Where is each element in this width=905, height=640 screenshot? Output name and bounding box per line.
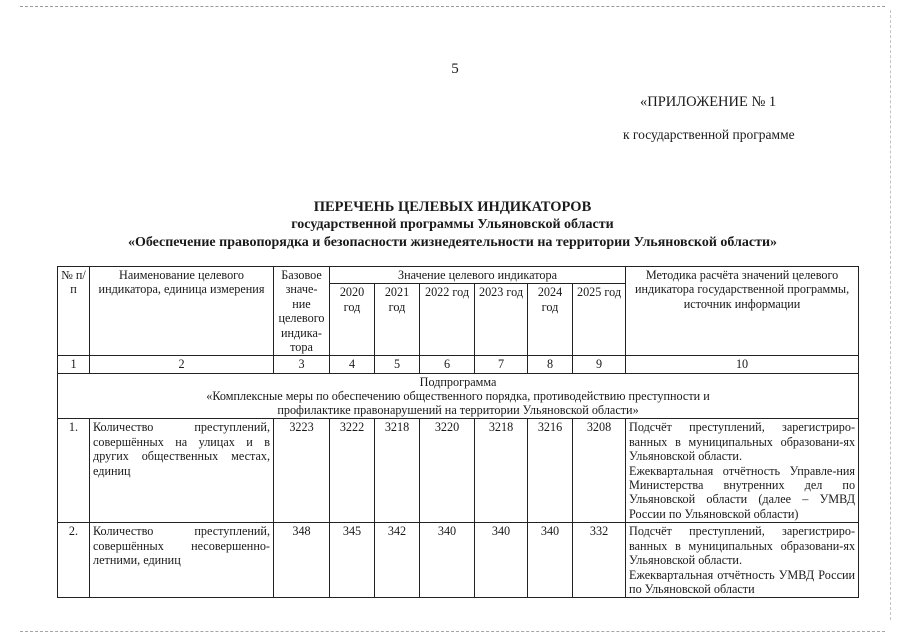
column-number: 1 — [58, 356, 90, 373]
header-year: 2021 год — [375, 284, 420, 356]
subprogram-name: «Комплексные меры по обеспечению общественного порядка, противодействию преступности и профилактике правонарушений на территории Ульяновской области» — [206, 389, 710, 418]
row-value: 3218 — [475, 419, 528, 523]
method-paragraph: Ежеквартальная отчётность УМВД России по Ульяновской области — [629, 567, 856, 596]
row-value: 3216 — [528, 419, 573, 523]
header-year: 2024 год — [528, 284, 573, 356]
method-paragraph: Ежеквартальная отчётность Управле-ния Министерства внутренних дел по Ульяновской области (далее – УМВД России по Ульяновской области) — [629, 463, 856, 521]
row-num: 1. — [58, 419, 90, 523]
row-value: 332 — [573, 523, 626, 598]
document-title: ПЕРЕЧЕНЬ ЦЕЛЕВЫХ ИНДИКАТОРОВ — [313, 199, 592, 215]
row-value: 3218 — [375, 419, 420, 523]
method-paragraph: Подсчёт преступлений, зарегистриро-ванных в муниципальных образовани-ях Ульяновской области. — [629, 524, 856, 568]
column-number: 8 — [528, 356, 573, 373]
subprogram-label: Подпрограмма — [419, 374, 497, 389]
column-number: 3 — [274, 356, 330, 373]
method-paragraph: Подсчёт преступлений, зарегистриро-ванных в муниципальных образовани-ях Ульяновской области. — [629, 420, 856, 464]
scan-edge-right — [890, 10, 891, 620]
row-base: 3223 — [274, 419, 330, 523]
header-year: 2020 год — [330, 284, 375, 356]
column-number: 6 — [420, 356, 475, 373]
row-value: 3208 — [573, 419, 626, 523]
appendix-title: «ПРИЛОЖЕНИЕ № 1 — [640, 94, 777, 110]
appendix-subtitle: к государственной программе — [623, 127, 795, 142]
row-method — [626, 523, 859, 598]
row-name: Количество преступлений, совершённых на улицах и в других общественных местах, единиц — [90, 419, 274, 523]
header-value-group: Значение целевого индикатора — [330, 267, 626, 284]
header-row — [58, 267, 859, 284]
row-method — [626, 419, 859, 523]
column-number: 9 — [573, 356, 626, 373]
subprogram-row — [58, 373, 859, 419]
program-name: «Обеспечение правопорядка и безопасности жизнедеятельности на территории Ульяновской области» — [127, 235, 778, 250]
row-value: 340 — [420, 523, 475, 598]
row-base: 348 — [274, 523, 330, 598]
row-value: 340 — [528, 523, 573, 598]
header-method: Методика расчёта значений целевого индикатора государственной программы, источник информации — [626, 267, 859, 356]
page-number: 5 — [451, 61, 459, 77]
row-value: 340 — [475, 523, 528, 598]
header-year: 2023 год — [475, 284, 528, 356]
row-value: 345 — [330, 523, 375, 598]
column-number: 2 — [90, 356, 274, 373]
column-numbers-row — [58, 356, 859, 373]
row-num: 2. — [58, 523, 90, 598]
header-year: 2022 год — [420, 284, 475, 356]
header-num: № п/п — [58, 267, 90, 356]
header-year: 2025 год — [573, 284, 626, 356]
subprogram-cell — [58, 373, 859, 419]
row-value: 3220 — [420, 419, 475, 523]
column-number: 5 — [375, 356, 420, 373]
scan-edge-top — [20, 6, 885, 7]
row-value: 3222 — [330, 419, 375, 523]
row-value: 342 — [375, 523, 420, 598]
table-row — [58, 523, 859, 598]
column-number: 7 — [475, 356, 528, 373]
indicators-table — [57, 266, 859, 598]
table-row — [58, 419, 859, 523]
scan-edge-bottom — [20, 631, 885, 632]
column-number: 10 — [626, 356, 859, 373]
header-name: Наименование целевого индикатора, единица измерения — [90, 267, 274, 356]
header-base: Базовое значе-ние целевого индика-тора — [274, 267, 330, 356]
column-number: 4 — [330, 356, 375, 373]
row-name: Количество преступлений, совершённых несовершенно-летними, единиц — [90, 523, 274, 598]
document-subtitle: государственной программы Ульяновской области — [291, 217, 614, 232]
